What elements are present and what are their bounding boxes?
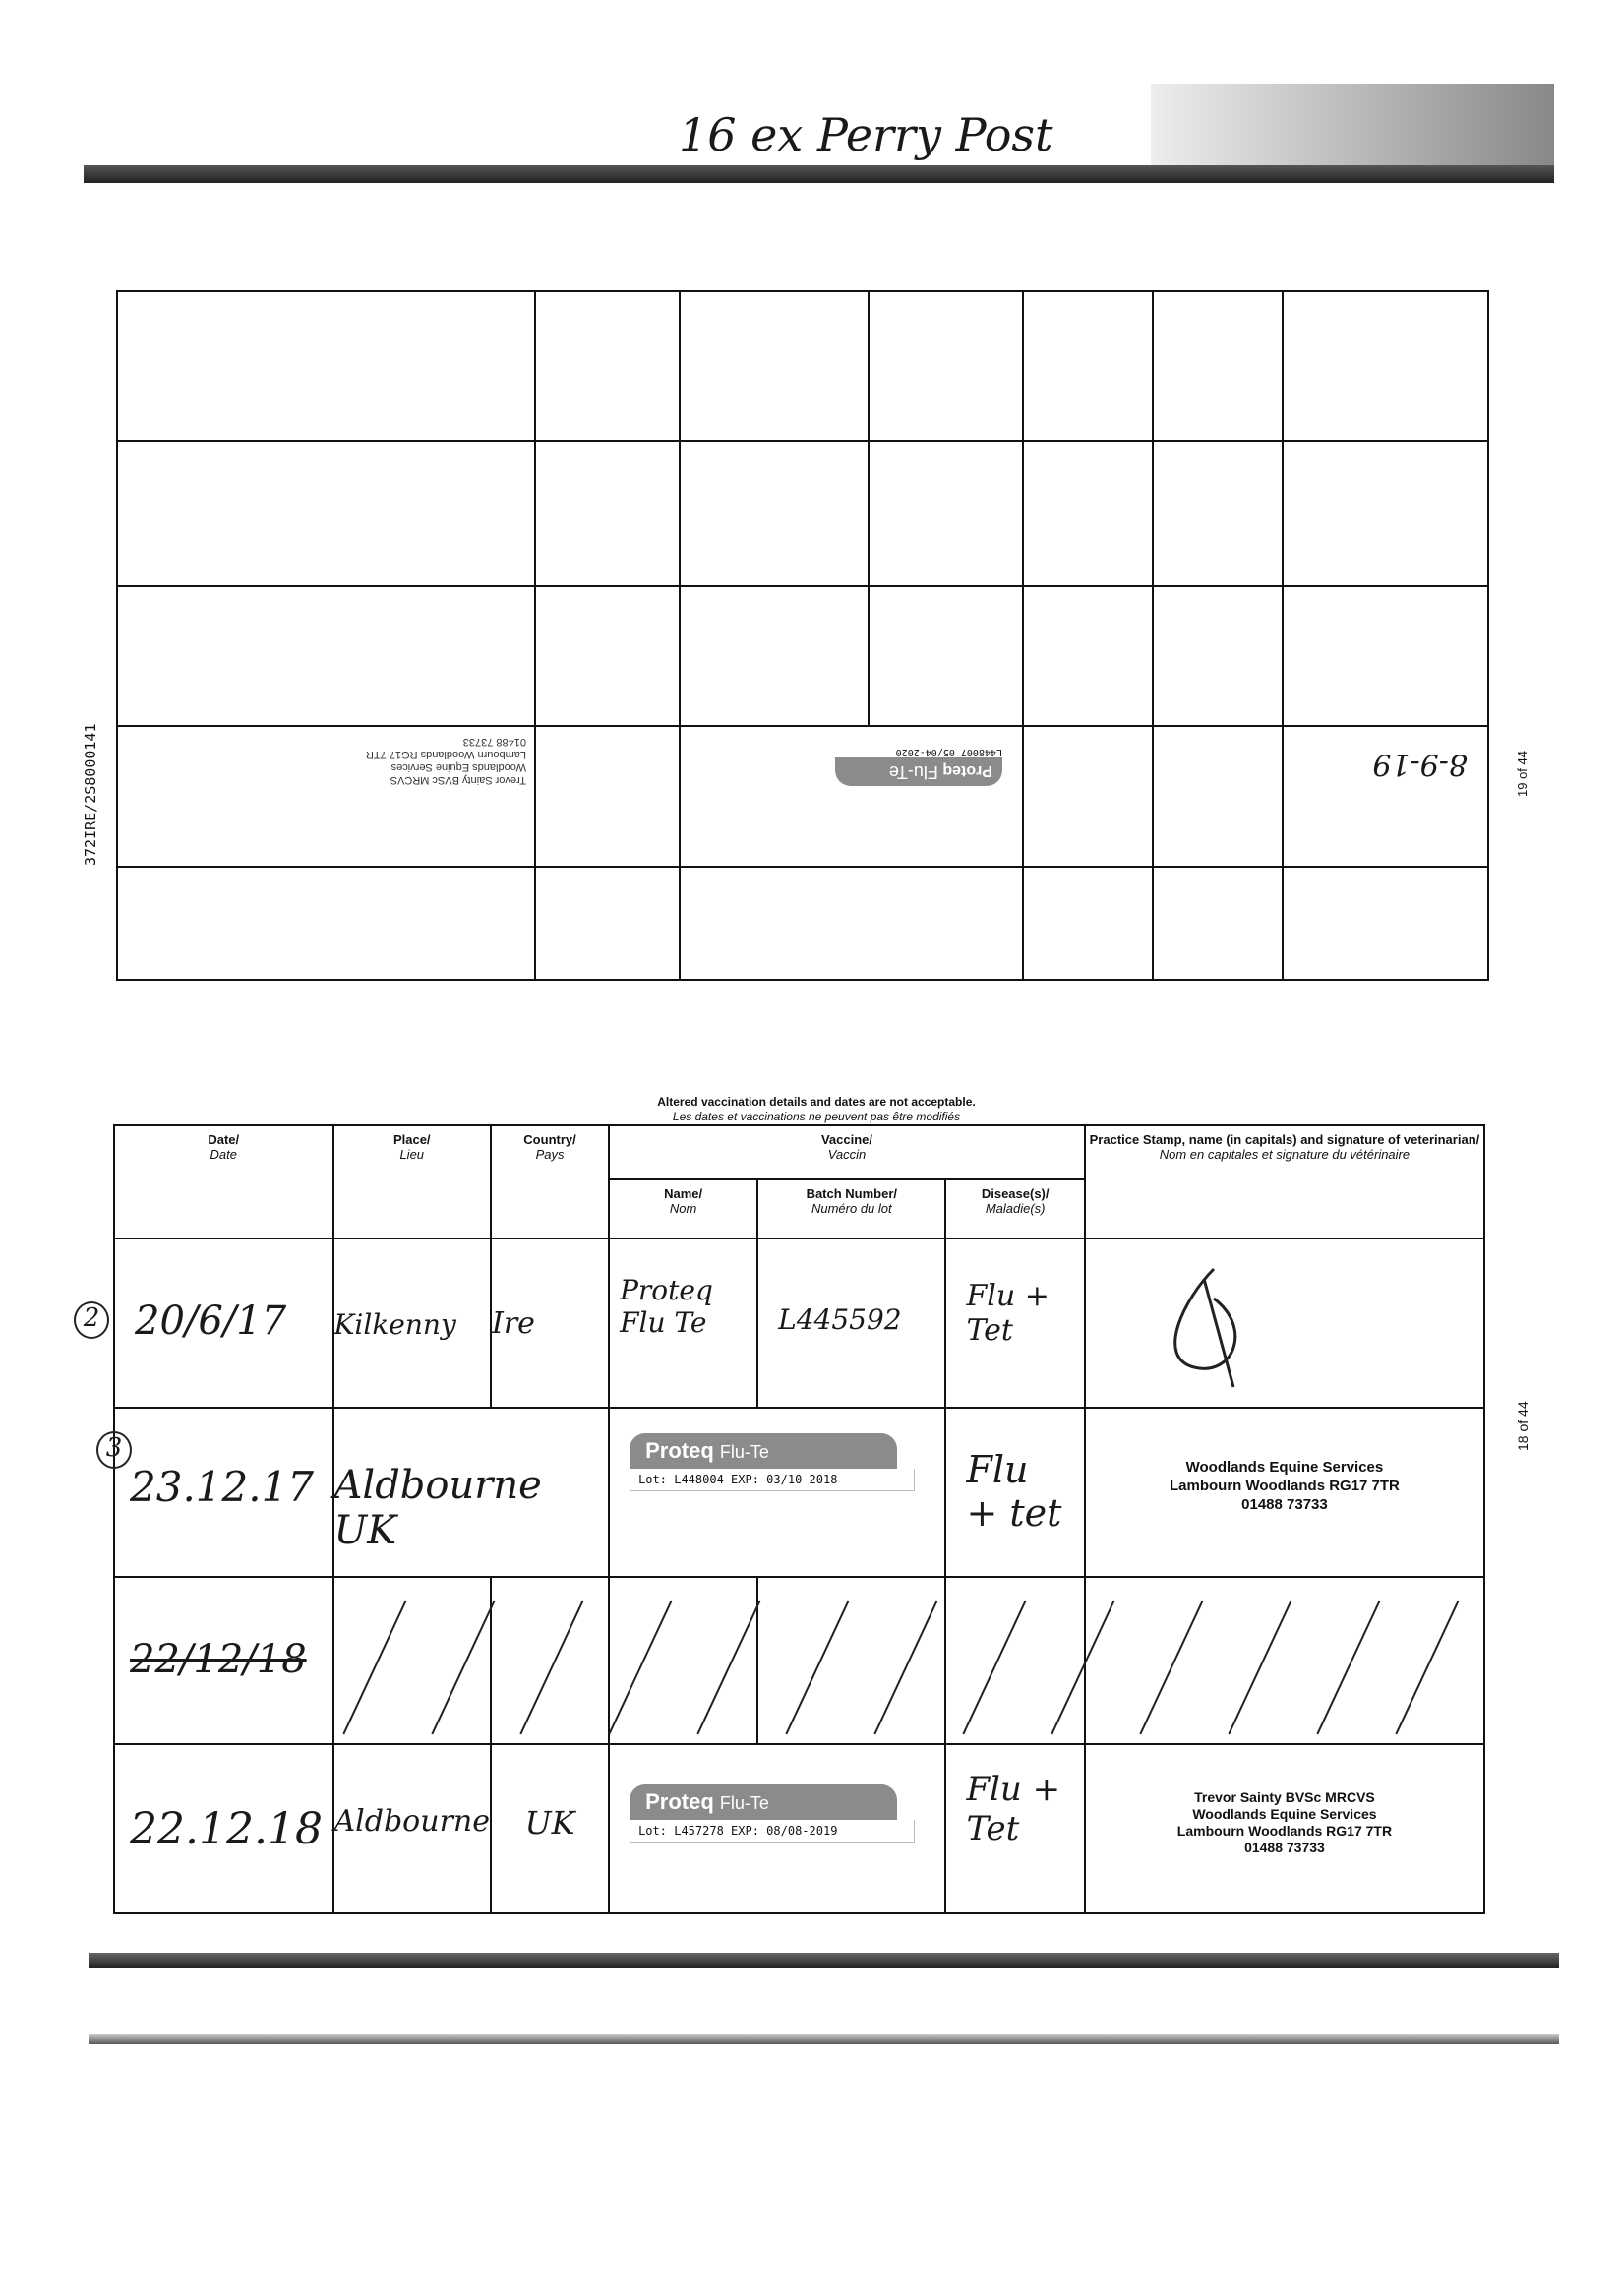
label-product: Flu-Te — [719, 1442, 769, 1462]
lot-caption: Lot: — [638, 1473, 667, 1486]
col-country: Country/ Pays — [491, 1125, 609, 1239]
top-rule — [84, 165, 1554, 183]
row2-disease: Flu + tet — [945, 1408, 1084, 1577]
row-marker: 2 — [74, 1301, 109, 1339]
stamp-line: 01488 73733 — [1244, 1840, 1325, 1855]
row1-name: Proteq Flu Te — [609, 1239, 757, 1408]
row4-date: 22.12.18 — [114, 1744, 333, 1913]
table-row — [114, 1744, 1484, 1913]
upper-date: 8-9-19 — [1372, 747, 1468, 781]
lot-number: L448004 — [674, 1473, 724, 1486]
stamp-line: 01488 73733 — [1241, 1496, 1328, 1513]
lot-number: L457278 — [674, 1824, 724, 1838]
upper-stamp-line: 01488 73733 — [462, 736, 526, 748]
row2-country: UK — [333, 1508, 397, 1553]
lot-caption: Lot: — [638, 1824, 667, 1838]
row4-disease: Flu + Tet — [945, 1744, 1084, 1913]
expiry-date: 03/10-2018 — [766, 1473, 838, 1486]
notice-fr: Les dates et vaccinations ne peuvent pas être modifiés — [672, 1110, 961, 1123]
label-brand: Proteq — [645, 1789, 714, 1814]
upper-label-product: Flu-Te — [888, 762, 938, 782]
upper-proteq-label — [835, 757, 1002, 786]
row3-date: 22/12/18 — [114, 1577, 333, 1744]
label-brand: Proteq — [645, 1438, 714, 1463]
bottom-rule-2 — [89, 2034, 1559, 2044]
row1-disease: Flu + Tet — [945, 1239, 1084, 1408]
row2-place: Aldbourne — [333, 1463, 542, 1508]
lot-line — [630, 1820, 915, 1843]
proteq-label — [630, 1433, 897, 1469]
row4-stamp — [1085, 1744, 1484, 1913]
upper-label-brand: Proteq — [942, 762, 992, 779]
row1-batch: L445592 — [757, 1239, 945, 1408]
signature — [1086, 1239, 1381, 1397]
notice-en: Altered vaccination details and dates are not acceptable. — [657, 1095, 976, 1109]
left-margin-code: 372IRE/2S8000141 — [82, 723, 99, 866]
col-date: Date/ Date — [114, 1125, 333, 1239]
row1-signature — [1085, 1239, 1484, 1408]
row1-place: Kilkenny — [333, 1239, 491, 1408]
upper-stamp-line: Lambourn Woodlands RG17 7TR — [365, 749, 526, 760]
row-marker: 3 — [96, 1431, 132, 1469]
row1-country: Ire — [491, 1239, 609, 1408]
bottom-rule — [89, 1953, 1559, 1968]
stamp-line: Lambourn Woodlands RG17 7TR — [1169, 1478, 1400, 1494]
lot-line — [630, 1469, 915, 1491]
page-number-upper: 19 of 44 — [1515, 751, 1530, 797]
exp-caption: EXP: — [731, 1473, 759, 1486]
col-stamp: Practice Stamp, name (in capitals) and signature of veterinarian/ Nom en capitales et signature du vétérinaire — [1085, 1125, 1484, 1239]
exp-caption: EXP: — [731, 1824, 759, 1838]
row1-date: 20/6/17 — [114, 1239, 333, 1408]
col-disease: Disease(s)/ Maladie(s) — [945, 1179, 1084, 1239]
col-vaccine: Vaccine/ Vaccin — [609, 1125, 1085, 1179]
stamp-line: Woodlands Equine Services — [1185, 1459, 1384, 1476]
header-note: 16 ex Perry Post — [679, 108, 1053, 161]
expiry-date: 08/08-2019 — [766, 1824, 838, 1838]
row2-place-country — [333, 1408, 610, 1577]
row2-label — [609, 1408, 945, 1577]
upper-label-lot: L448007 05/04-2020 — [895, 747, 1002, 757]
upper-table — [116, 290, 1489, 981]
stamp-line: Trevor Sainty BVSc MRCVS — [1194, 1789, 1375, 1805]
table-row — [114, 1577, 1484, 1744]
row4-country: UK — [491, 1744, 609, 1913]
col-name: Name/ Nom — [609, 1179, 757, 1239]
row4-label — [609, 1744, 945, 1913]
vaccination-table — [113, 1124, 1485, 1914]
row2-stamp — [1085, 1408, 1484, 1577]
upper-stamp-line: Woodlands Equine Services — [390, 761, 526, 773]
table-row — [114, 1239, 1484, 1408]
row4-place: Aldbourne — [333, 1744, 491, 1913]
col-place: Place/ Lieu — [333, 1125, 491, 1239]
proteq-label — [630, 1784, 897, 1820]
stamp-line: Woodlands Equine Services — [1192, 1806, 1377, 1822]
row2-date: 23.12.17 — [114, 1408, 333, 1577]
table-row — [114, 1408, 1484, 1577]
page-number-lower: 18 of 44 — [1515, 1401, 1531, 1451]
stamp-line: Lambourn Woodlands RG17 7TR — [1176, 1823, 1393, 1839]
label-product: Flu-Te — [719, 1793, 769, 1813]
col-batch: Batch Number/ Numéro du lot — [757, 1179, 945, 1239]
upper-stamp-line: Trevor Sainty BVSc MRCVS — [390, 774, 526, 786]
